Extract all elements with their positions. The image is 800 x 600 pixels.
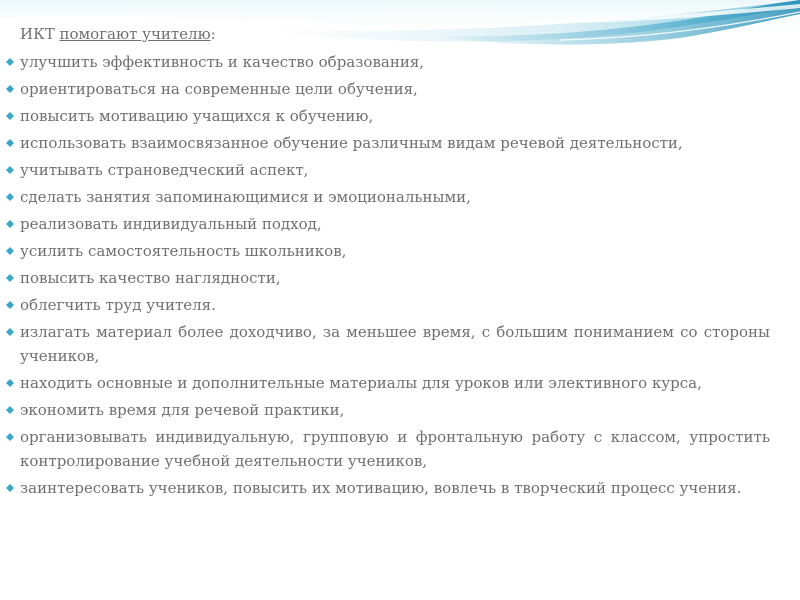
heading-suffix: : bbox=[210, 25, 216, 43]
list-item-text: организовывать индивидуальную, групповую и фронтальную работу с классом, упростить контролирование учебной деятельности учеников, bbox=[20, 428, 770, 470]
list-item-text: ориентироваться на современные цели обучения, bbox=[20, 80, 418, 98]
list-item bbox=[0, 239, 800, 263]
list-item bbox=[0, 212, 800, 236]
slide-heading bbox=[20, 22, 800, 46]
diamond-bullet-icon bbox=[6, 301, 14, 309]
diamond-bullet-icon bbox=[6, 406, 14, 414]
diamond-bullet-icon bbox=[6, 328, 14, 336]
diamond-bullet-icon bbox=[6, 193, 14, 201]
list-item bbox=[0, 185, 800, 209]
list-item-text: использовать взаимосвязанное обучение различным видам речевой деятельности, bbox=[20, 134, 683, 152]
list-item-text: экономить время для речевой практики, bbox=[20, 401, 345, 419]
list-item-text: заинтересовать учеников, повысить их мотивацию, вовлечь в творческий процесс учения. bbox=[20, 479, 742, 497]
list-item-text: сделать занятия запоминающимися и эмоциональными, bbox=[20, 188, 471, 206]
list-item-text: повысить мотивацию учащихся к обучению, bbox=[20, 107, 374, 125]
diamond-bullet-icon bbox=[6, 166, 14, 174]
diamond-bullet-icon bbox=[6, 274, 14, 282]
list-item bbox=[0, 293, 800, 317]
list-item bbox=[0, 425, 800, 473]
list-item bbox=[0, 50, 800, 74]
list-item-text: учитывать страноведческий аспект, bbox=[20, 161, 309, 179]
slide-content bbox=[0, 22, 800, 503]
diamond-bullet-icon bbox=[6, 58, 14, 66]
list-item bbox=[0, 77, 800, 101]
list-item bbox=[0, 131, 800, 155]
diamond-bullet-icon bbox=[6, 379, 14, 387]
diamond-bullet-icon bbox=[6, 220, 14, 228]
list-item-text: находить основные и дополнительные материалы для уроков или элективного курса, bbox=[20, 374, 702, 392]
list-item-text: реализовать индивидуальный подход, bbox=[20, 215, 322, 233]
list-item-text: излагать материал более доходчиво, за меньшее время, с большим пониманием со стороны учеников, bbox=[20, 323, 770, 365]
list-item-text: облегчить труд учителя. bbox=[20, 296, 216, 314]
diamond-bullet-icon bbox=[6, 139, 14, 147]
list-item bbox=[0, 266, 800, 290]
heading-underlined-text: помогают учителю bbox=[59, 25, 211, 43]
list-item-text: улучшить эффективность и качество образования, bbox=[20, 53, 425, 71]
list-item-text: повысить качество наглядности, bbox=[20, 269, 281, 287]
diamond-bullet-icon bbox=[6, 484, 14, 492]
list-item bbox=[0, 476, 800, 500]
list-item bbox=[0, 158, 800, 182]
heading-prefix: ИКТ bbox=[20, 25, 60, 43]
list-item bbox=[0, 371, 800, 395]
diamond-bullet-icon bbox=[6, 433, 14, 441]
list-item bbox=[0, 320, 800, 368]
bullet-list bbox=[0, 50, 800, 500]
list-item-text: усилить самостоятельность школьников, bbox=[20, 242, 347, 260]
list-item bbox=[0, 398, 800, 422]
diamond-bullet-icon bbox=[6, 112, 14, 120]
diamond-bullet-icon bbox=[6, 85, 14, 93]
list-item bbox=[0, 104, 800, 128]
diamond-bullet-icon bbox=[6, 247, 14, 255]
